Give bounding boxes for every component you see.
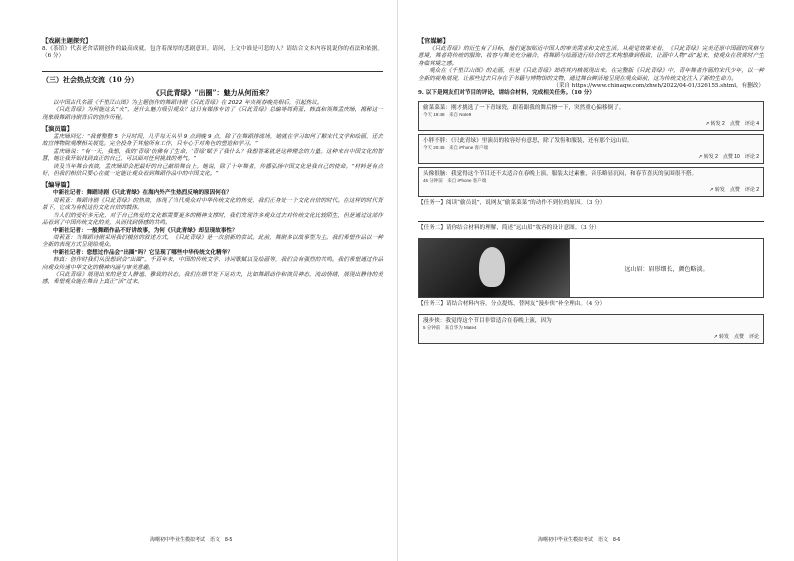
comment-actions[interactable] <box>423 120 759 127</box>
article-title: 《只此青绿》“出圈”：魅力从何而来？ <box>152 87 273 97</box>
makeup-figure <box>418 238 764 298</box>
action-counts: 转发 点赞 评论 <box>718 334 759 341</box>
subsection-director: 【编导篇】 <box>42 182 73 190</box>
page-footer: 海曙初中毕业生模拟考试 语文 8-6 <box>538 537 621 543</box>
answer-line[interactable] <box>42 63 383 72</box>
share-icon[interactable]: ↗ <box>698 154 703 161</box>
section-header: 【戏剧主题探究】 <box>42 38 92 45</box>
comment-card <box>418 134 764 164</box>
section-3-title: （三）社会热点交流（10 分） <box>42 74 139 84</box>
interview-question: 中新社记者：您想过作品会“出圈”吗？它呈现了哪些中华传统文化精华？ <box>53 249 233 256</box>
paragraph: 《只此青绿》展现出来的是女人静谧、雅致的状态。我们在细节处下足功夫，比如舞蹈动作和演员神态，流动情绪，展现出静待的美感，希望观众能在舞台上真正“活”过来。 <box>42 271 383 286</box>
share-icon[interactable]: ↗ <box>713 334 718 341</box>
comment-actions[interactable] <box>423 153 759 160</box>
share-icon[interactable]: ↗ <box>705 121 710 128</box>
action-counts: 转发 2 点赞 10 评论 2 <box>703 154 759 161</box>
paragraph: 《只此青绿》的衍生有了目标，他们更加贴近中国人的审美需求和文化生活。从视觉效果来看，《只此青绿》完美还原中国画的风格与意境，舞者将传统的服饰、妆容与舞美充分融合，将舞蹈与绘画进行结合的艺术构想推到极致，让画中人物“动”起来，使观众在欣赏时产生身临其境之感。 <box>418 46 764 67</box>
subsection-official: 【官媒解】 <box>418 38 449 45</box>
figure-caption: 远山眉：眉形细长，颜色略淡。 <box>569 239 763 297</box>
comment-text: 小胖不胖：《只此青绿》里演员的妆容好有意思，除了发髻和服装，还有那个远山眉。 <box>423 138 633 145</box>
interview-question: 中新社记者：一般舞蹈作品不好讲故事，为何《只此青绿》却呈现故事性？ <box>53 227 238 234</box>
comment-text: 漫步侠：我觉得这个节目非常适合在春晚上演，因为 <box>423 317 552 324</box>
comment-meta: 45 分钟前 来自 iPhone 客户端 <box>423 178 487 184</box>
comment-card <box>418 167 764 197</box>
comment-meta: 今天 19:48 来自 Note9 <box>423 112 472 118</box>
interview-answer: 当人们的爱好多元化，对于自己热爱的文化都需要更多的精神支撑时，我们发现许多观众过去对传统文化比较陌生，但是通过这部作品看到了中国传统文化的美，从而找到情感的共鸣。 <box>42 212 383 227</box>
task-3: 【任务三】请结合材料内容，分点提炼，替网友“漫步侠”补全理由。（4 分） <box>418 301 606 308</box>
interview-answer: 周莉亚：舞蹈诗剧《只此青绿》的热演，体现了当代观众对中华传统文化的热爱，我们正身处一个文化自信的时代。在这样的时代背景下，它成为有机这份文化自信的载体。 <box>42 197 383 212</box>
comment-actions[interactable] <box>423 186 759 193</box>
task-1: 【任务一】阅读“偷员说”，说网友“偷菜菜菜”的动作不到位的原因。（3 分） <box>418 200 606 207</box>
action-counts: 转发 2 点赞 评论 4 <box>710 121 759 128</box>
question-8: 8.《茶馆》代表老舍话剧创作的最高成就，包含着深厚的悲剧意识。请问，上文中谁是可悲的人？请结合文本内容说说你的看法和依据。（6 分） <box>42 46 383 60</box>
share-icon[interactable]: ↗ <box>709 187 714 194</box>
paragraph: 《只此青绿》为何能这么“火”，是什么魅力吸引观众？这日有媒体专访了《只此青绿》总编导周莉亚、韩真和领舞孟庆旸，揭秘这一现象级舞蹈诗剧背后的创作历程。 <box>42 107 383 121</box>
paragraph: 以中国古代名画《千里江山图》为主题创作的舞蹈诗剧《只此青绿》在 2022 年央视春晚亮相后，引起热议。 <box>53 99 323 106</box>
interview-question: 中新社记者：舞蹈诗剧《只此青绿》在海内外产生热烈反响的原因何在？ <box>53 190 233 197</box>
comment-actions[interactable] <box>423 333 759 340</box>
paragraph: 孟庆旸说：“有一天，我想，我的‘青绿’仿佛有了生命，‘青绿’赋予了我什么？我想答案就是这种理念的力量。这种来自中国文化的智慧，她让我开始找到真正的自己，可以面对任何挑战的勇气。” <box>42 148 383 163</box>
task-2: 【任务二】请你结合材料的理解，简述“远山眉”妆容的设计意图。（3 分） <box>418 225 600 232</box>
source-citation: （采自 https://www.chinaqw.com/zhwh/2022/04-01/326155.shtml，有删改） <box>553 83 764 90</box>
comment-card <box>418 101 764 131</box>
comment-text: 头像很脑：我觉得这个节目还不太适合在春晚上演，服装太过素雅，音乐略显沉闷，和春节喜庆的氛围很不搭。 <box>423 171 698 178</box>
question-9: 9. 以下是网友们对节目的评论，请结合材料，完成相关任务。（10 分） <box>418 90 595 97</box>
paragraph: 谈及当年舞台表演，孟庆旸即会把最好的自己献给舞台上。她说，除了十年舞者，传播弘扬中国文化是我自己的使命。“材料是有点好，但我们相信只要心在就一定能让观众看到舞蹈作品中的中国文化。” <box>42 163 383 178</box>
subsection-actor: 【演员篇】 <box>42 126 73 134</box>
comment-text: 偷菜菜菜：刚才挑选了一下青绿瓷，跟着跟我的舞后撩一下，突然重心偏移倒了。 <box>423 104 625 111</box>
answer-line[interactable] <box>418 213 764 222</box>
comment-meta: 今天 20:45 来自 iPhone 客户端 <box>423 145 489 151</box>
interview-answer: 韩真：创作时我们从没想到会“出圈”。千百年来，中国的传统文学、诗词歌赋以及绘画等，我们会有强烈的共鸣。我们希望通过作品向观众传递中华文化的精神内涵与审美意趣。 <box>42 257 383 271</box>
interview-answer: 周莉亚：当舞蹈诗剧采用我们模仿的叙述方式，《只此青绿》是一次创新的尝试。此前，舞剧多以故事型为主。我们希望作品以一种全新的表现方式呈现给观众。 <box>42 234 383 249</box>
action-counts: 转发 点赞 评论 2 <box>714 187 759 194</box>
paragraph: 观众在《千里江山图》的走画，但是《只此青绿》却将其内核展现出来。在完整版《只此青绿》中，青年舞者作画的宋代少年，以一种全新的视角展现，让那些过去只存在于书籍与博物馆的文物，通过舞台鲜活地呈现在观众面前，这为传统文化注入了新的生命力。 <box>418 68 764 82</box>
dancer-photo <box>419 239 569 297</box>
comment-meta: 5 分钟前 来自华为 Mate4 <box>423 325 477 331</box>
right-page <box>397 0 794 561</box>
paragraph: 孟庆旸回忆：“我曾整整 5 个月时间，几乎每天从早 9 点到晚 9 点，除了在舞蹈排练场，她就在学习如何了解宋代文学和绘画，还去故宫博物院观摩相关展览。完全投身于其他所有工作，只专心于对角色的塑造和学习。” <box>42 134 383 148</box>
page-footer: 海曙初中毕业生模拟考试 语文 8-5 <box>150 537 233 543</box>
comment-card <box>418 314 764 344</box>
